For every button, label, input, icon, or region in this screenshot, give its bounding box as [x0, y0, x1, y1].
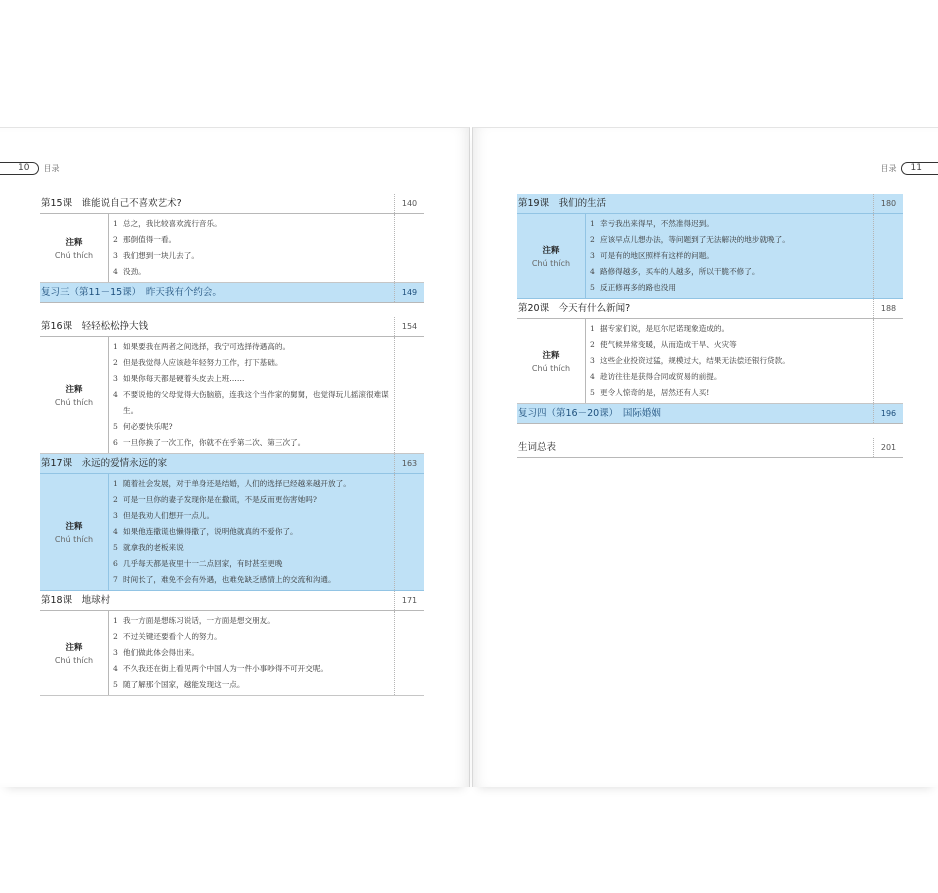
notes-label [517, 319, 585, 403]
lesson-heading[interactable] [40, 454, 424, 474]
notes-label-vi: Chú thích [54, 656, 94, 665]
page-number: 10 [0, 162, 39, 175]
note-item: 6 一旦你换了一次工作，你就不在乎第二次、第三次了。 [113, 438, 306, 447]
review-title: 复习四（第16－20课） 国际婚姻 [518, 408, 661, 419]
lesson-page: 180 [873, 194, 903, 213]
notes-block [40, 611, 424, 696]
lesson-title: 第20课 今天有什么新闻? [518, 303, 631, 314]
notes-block [40, 337, 424, 454]
notes-label [517, 214, 585, 298]
notes-label-zh: 注释 [65, 238, 83, 248]
lesson-title: 第17课 永远的爱情永远的家 [41, 458, 168, 469]
note-item: 3 我们想到一块儿去了。 [113, 251, 199, 260]
page-number: 11 [901, 162, 938, 175]
notes-list [585, 319, 873, 403]
notes-label-vi: Chú thích [531, 259, 571, 268]
page-number-left [0, 162, 59, 175]
vocabulary-index-title: 生词总表 [518, 442, 557, 453]
lesson-page: 140 [394, 194, 424, 213]
notes-label-zh: 注释 [65, 643, 83, 653]
note-item: 3 他们做此体会得出来。 [113, 648, 199, 657]
note-item: 1 幸亏我出来得早，不然准得迟到。 [590, 219, 714, 228]
review-page: 196 [873, 404, 903, 423]
lesson-16 [40, 317, 424, 454]
notes-label [40, 611, 108, 695]
left-page [0, 127, 470, 787]
notes-label-vi: Chú thích [54, 535, 94, 544]
notes-label-zh: 注释 [65, 385, 83, 395]
notes-label-vi: Chú thích [54, 251, 94, 260]
note-item: 4 没劲。 [113, 267, 146, 276]
notes-label-vi: Chú thích [54, 398, 94, 407]
lesson-title: 第15课 谁能说自己不喜欢艺术? [41, 198, 182, 209]
notes-label-zh: 注释 [542, 246, 560, 256]
notes-list [108, 474, 394, 590]
note-item: 3 如果你每天都是硬着头皮去上班…… [113, 374, 245, 383]
right-page [472, 127, 938, 787]
note-item: 2 那倒值得一看。 [113, 235, 177, 244]
lesson-20 [517, 299, 903, 404]
lesson-page: 188 [873, 299, 903, 318]
lesson-page: 171 [394, 591, 424, 610]
notes-label-vi: Chú thích [531, 364, 571, 373]
note-item: 4 如果他连撒谎也懒得撒了，说明他就真的不爱你了。 [113, 527, 298, 536]
lesson-page: 154 [394, 317, 424, 336]
note-item: 3 可是有的地区照样有这样的问题。 [590, 251, 714, 260]
lesson-heading[interactable] [517, 299, 903, 319]
vocabulary-index-heading[interactable] [517, 438, 903, 458]
notes-block [517, 214, 903, 299]
note-item: 5 随了解那个国家，越能发现这一点。 [113, 680, 245, 689]
lesson-18 [40, 591, 424, 696]
note-item: 1 如果要我在两者之间选择，我宁可选择待遇高的。 [113, 342, 291, 351]
note-item: 5 更令人惊奇的是，居然还有人买! [590, 388, 710, 397]
note-item: 2 可是一旦你的妻子发现你是在撒谎，不是反而更伤害她吗? [113, 495, 317, 504]
review-title: 复习三（第11－15课） 昨天我有个约会。 [41, 287, 222, 298]
notes-list [108, 214, 394, 282]
running-header: 目录 [43, 164, 60, 173]
note-item: 1 随着社会发展，对于单身还是结婚，人们的选择已经越来越开放了。 [113, 479, 351, 488]
lesson-heading[interactable] [517, 194, 903, 214]
note-item: 2 不过关键还要看个人的努力。 [113, 632, 222, 641]
note-item: 4 路修得越多，买车的人越多，所以干脆不修了。 [590, 267, 760, 276]
notes-block [517, 319, 903, 404]
note-item: 4 趁访往往是获得合同或贸易的前提。 [590, 372, 722, 381]
lesson-17 [40, 454, 424, 591]
review-3-heading[interactable] [40, 283, 424, 303]
lesson-title: 第18课 地球村 [41, 595, 111, 606]
lesson-title: 第16课 轻轻松松挣大钱 [41, 321, 149, 332]
lesson-title: 第19课 我们的生活 [518, 198, 607, 209]
notes-list [585, 214, 873, 298]
notes-block [40, 474, 424, 591]
notes-list [108, 337, 394, 453]
review-4-heading[interactable] [517, 404, 903, 424]
note-item: 6 几乎每天都是夜里十一二点回家，有时甚至更晚 [113, 559, 283, 568]
note-item: 1 我一方面是想练习说话，一方面是想交朋友。 [113, 616, 275, 625]
lesson-heading[interactable] [40, 317, 424, 337]
note-item: 5 何必要快乐呢? [113, 422, 173, 431]
note-item: 7 时间长了，难免不会有外遇，也难免缺乏感情上的交流和沟通。 [113, 575, 336, 584]
lesson-15 [40, 194, 424, 283]
note-item: 3 但是我劝人们想开一点儿。 [113, 511, 215, 520]
note-item: 2 但是我觉得人应该趁年轻努力工作，打下基础。 [113, 358, 283, 367]
note-item: 2 应该早点儿想办法，等问题到了无法解决的地步就晚了。 [590, 235, 790, 244]
lesson-heading[interactable] [40, 591, 424, 611]
notes-label [40, 337, 108, 453]
table-of-contents-left [40, 194, 424, 696]
notes-block [40, 214, 424, 283]
note-item: 2 使气候异常变暖，从而造成干旱、火灾等 [590, 340, 737, 349]
lesson-heading[interactable] [40, 194, 424, 214]
notes-label-zh: 注释 [542, 351, 560, 361]
running-header: 目录 [880, 164, 897, 173]
notes-label [40, 214, 108, 282]
note-item: 1 总之，我比较喜欢流行音乐。 [113, 219, 222, 228]
lesson-19 [517, 194, 903, 299]
note-item: 3 这些企业投资过猛，规模过大，结果无法偿还银行贷款。 [590, 356, 790, 365]
review-page: 149 [394, 283, 424, 302]
page-number-right [881, 162, 938, 175]
table-of-contents-right [517, 194, 903, 458]
note-item: 4 不要说他的父母觉得大伤脑筋，连我这个当作家的舅舅，也觉得玩儿摇滚很难谋生。 [113, 390, 389, 415]
note-item: 5 就拿我的老板来说 [113, 543, 184, 552]
note-item: 5 反正修再多的路也没用 [590, 283, 676, 292]
notes-list [108, 611, 394, 695]
notes-label-zh: 注释 [65, 522, 83, 532]
note-item: 4 不久我还在街上看见两个中国人为一件小事吵得不可开交呢。 [113, 664, 329, 673]
lesson-page: 163 [394, 454, 424, 473]
vocabulary-index-page: 201 [873, 438, 903, 457]
note-item: 1 据专家们说，是厄尔尼诺现象造成的。 [590, 324, 730, 333]
notes-label [40, 474, 108, 590]
